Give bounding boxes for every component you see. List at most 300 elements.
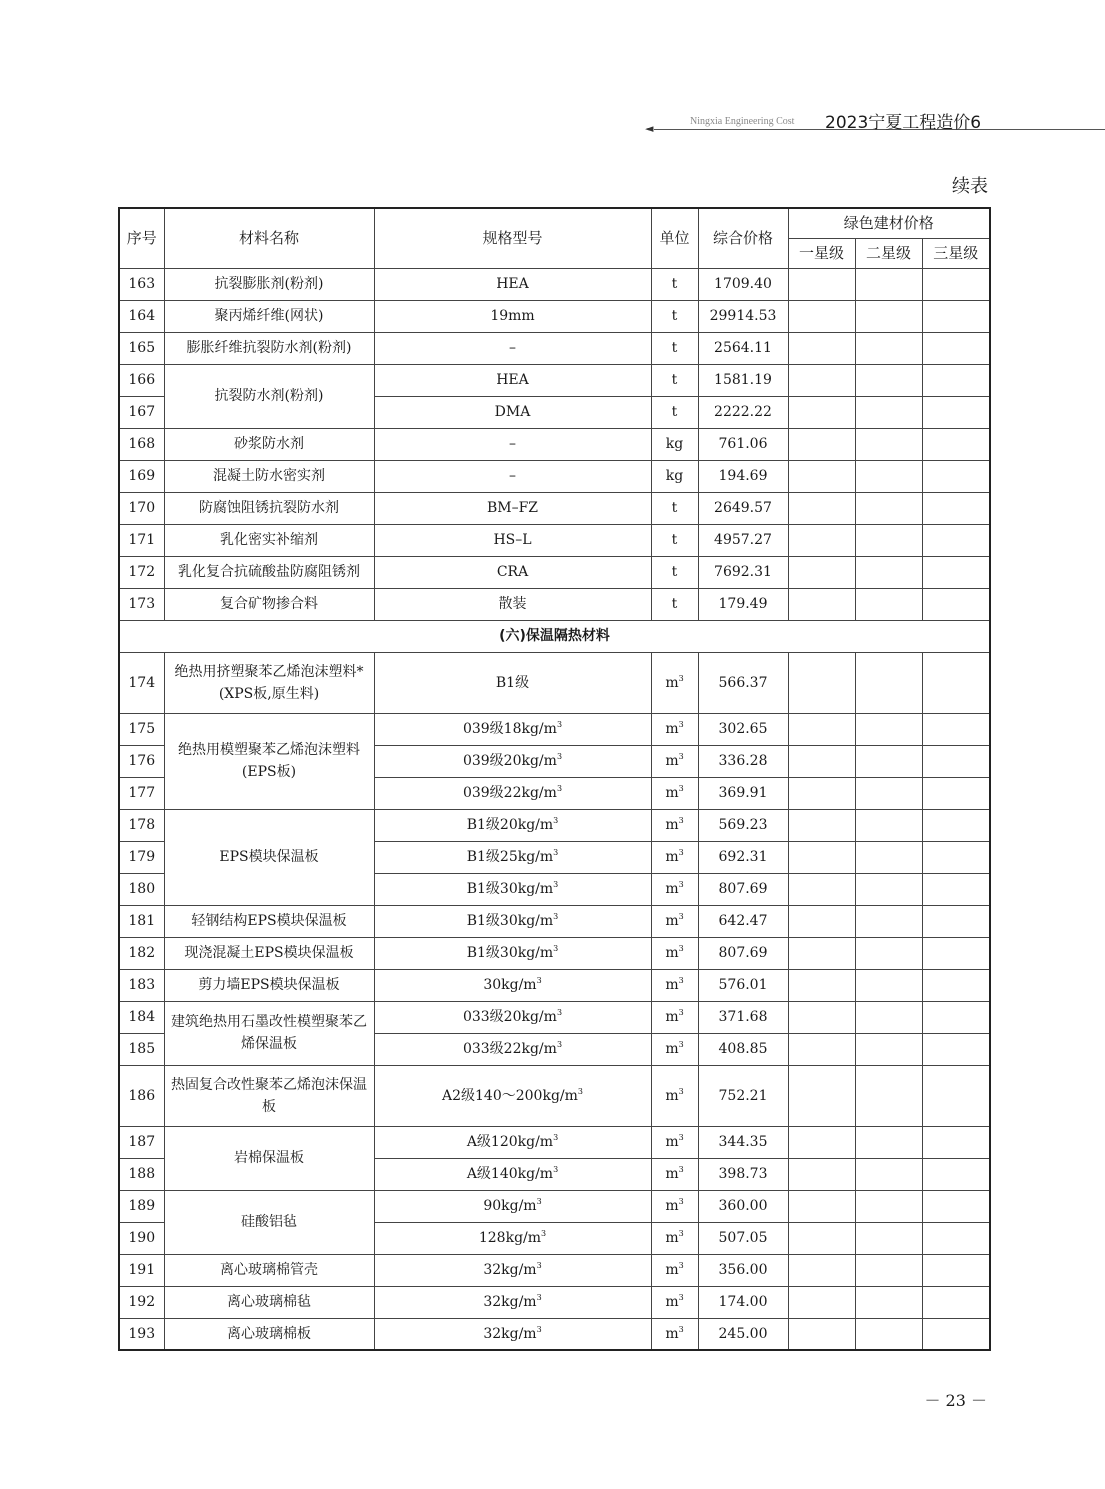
spec-text: 90kg/m (483, 1198, 537, 1214)
cell-no: 170 (119, 492, 164, 524)
cell-price: 302.65 (698, 713, 788, 745)
unit-exponent: 3 (678, 1324, 684, 1334)
cell-unit (651, 1222, 698, 1254)
cell-spec: – (374, 332, 651, 364)
cell-no: 187 (119, 1126, 164, 1158)
cell-star1 (788, 1065, 855, 1126)
cell-name: 现浇混凝土EPS模块保温板 (164, 937, 374, 969)
cell-star2 (855, 460, 922, 492)
cell-star3 (922, 937, 990, 969)
cell-star1 (788, 1158, 855, 1190)
unit-exponent: 3 (678, 848, 684, 857)
header-star1: 一星级 (788, 238, 855, 268)
spec-text: 30kg/m (483, 977, 537, 993)
header-spec: 规格型号 (374, 208, 651, 268)
cell-no: 193 (119, 1318, 164, 1350)
cell-no: 172 (119, 556, 164, 588)
spec-exponent: 3 (553, 1133, 559, 1142)
cell-no: 174 (119, 652, 164, 713)
cell-star2 (855, 745, 922, 777)
cell-star3 (922, 300, 990, 332)
cell-star3 (922, 1254, 990, 1286)
cell-star3 (922, 905, 990, 937)
table-row (119, 652, 990, 713)
unit-exponent: 3 (678, 1165, 684, 1174)
cell-name: 聚丙烯纤维(网状) (164, 300, 374, 332)
table-row (119, 428, 990, 460)
cell-no: 164 (119, 300, 164, 332)
cell-price: 1709.40 (698, 268, 788, 300)
cell-star2 (855, 1190, 922, 1222)
table-row (119, 969, 990, 1001)
cell-unit (651, 652, 698, 713)
cell-name: 离心玻璃棉板 (164, 1318, 374, 1350)
table-row (119, 588, 990, 620)
header-green-price: 绿色建材价格 (788, 208, 990, 238)
cell-star2 (855, 652, 922, 713)
cell-price: 507.05 (698, 1222, 788, 1254)
spec-text: B1级25kg/m (466, 849, 554, 865)
table-row (119, 1190, 990, 1222)
cell-star3 (922, 364, 990, 396)
cell-price: 807.69 (698, 937, 788, 969)
table-row (119, 1254, 990, 1286)
cell-star3 (922, 969, 990, 1001)
cell-spec (374, 1033, 651, 1065)
unit-text: m (665, 881, 679, 897)
cell-star1 (788, 556, 855, 588)
unit-exponent: 3 (678, 976, 684, 985)
cell-star2 (855, 1065, 922, 1126)
unit-text: m (665, 849, 679, 865)
spec-exponent: 3 (536, 1197, 542, 1206)
cell-price: 194.69 (698, 460, 788, 492)
cell-no: 188 (119, 1158, 164, 1190)
cell-star1 (788, 1222, 855, 1254)
header-chinese-title: 2023宁夏工程造价6 (825, 113, 982, 133)
cell-no: 191 (119, 1254, 164, 1286)
cell-star2 (855, 937, 922, 969)
cell-unit (651, 1318, 698, 1350)
spec-exponent: 3 (536, 1261, 542, 1270)
cell-star1 (788, 937, 855, 969)
cell-no: 179 (119, 841, 164, 873)
cell-price: 360.00 (698, 1190, 788, 1222)
cell-name: 硅酸铝毡 (164, 1190, 374, 1254)
table-row (119, 905, 990, 937)
unit-exponent: 3 (678, 1008, 684, 1017)
table-row (119, 1318, 990, 1350)
cell-no: 173 (119, 588, 164, 620)
spec-exponent: 3 (556, 1040, 563, 1049)
cell-star3 (922, 873, 990, 905)
cell-spec (374, 873, 651, 905)
cell-spec: 19mm (374, 300, 651, 332)
cell-star3 (922, 428, 990, 460)
cell-name: 防腐蚀阻锈抗裂防水剂 (164, 492, 374, 524)
spec-exponent: 3 (536, 976, 542, 985)
section-title: (六)保温隔热材料 (119, 620, 990, 652)
cell-unit: kg (651, 460, 698, 492)
cell-unit (651, 905, 698, 937)
cell-unit (651, 745, 698, 777)
unit-text: m (665, 1041, 679, 1057)
cell-spec (374, 777, 651, 809)
cell-star1 (788, 460, 855, 492)
cell-star3 (922, 652, 990, 713)
unit-exponent: 3 (678, 1086, 684, 1096)
spec-text: B1级30kg/m (466, 881, 554, 897)
cell-star3 (922, 588, 990, 620)
cell-price: 2649.57 (698, 492, 788, 524)
table-row (119, 268, 990, 300)
cell-spec (374, 1001, 651, 1033)
cell-star2 (855, 1254, 922, 1286)
spec-exponent: 3 (553, 1165, 559, 1174)
unit-text: m (665, 817, 679, 833)
spec-exponent: 3 (536, 1324, 542, 1334)
cell-star1 (788, 905, 855, 937)
cell-star3 (922, 841, 990, 873)
table-row (119, 1001, 990, 1033)
cell-name: 复合矿物掺合料 (164, 588, 374, 620)
cell-star2 (855, 1222, 922, 1254)
cell-star1 (788, 1190, 855, 1222)
cell-price: 642.47 (698, 905, 788, 937)
spec-text: A级120kg/m (466, 1134, 554, 1150)
cell-unit (651, 841, 698, 873)
unit-exponent: 3 (678, 912, 684, 921)
unit-text: m (665, 1325, 679, 1342)
cell-star1 (788, 524, 855, 556)
cell-star1 (788, 396, 855, 428)
cell-price: 576.01 (698, 969, 788, 1001)
cell-spec (374, 1190, 651, 1222)
cell-unit: t (651, 492, 698, 524)
table-row (119, 300, 990, 332)
cell-spec: HEA (374, 268, 651, 300)
spec-text: 128kg/m (478, 1230, 542, 1246)
cell-star3 (922, 460, 990, 492)
cell-unit: t (651, 556, 698, 588)
cell-star1 (788, 1254, 855, 1286)
cell-star3 (922, 268, 990, 300)
cell-name: 离心玻璃棉毡 (164, 1286, 374, 1318)
cell-no: 168 (119, 428, 164, 460)
cell-unit: t (651, 396, 698, 428)
cell-price: 369.91 (698, 777, 788, 809)
table-row (119, 556, 990, 588)
header-name: 材料名称 (164, 208, 374, 268)
cell-no: 166 (119, 364, 164, 396)
cell-unit (651, 1033, 698, 1065)
table-row (119, 809, 990, 841)
cell-spec: – (374, 460, 651, 492)
cell-price: 692.31 (698, 841, 788, 873)
spec-text: A2级140～200kg/m (442, 1087, 578, 1104)
table-row (119, 1126, 990, 1158)
cell-no: 182 (119, 937, 164, 969)
cell-price: 174.00 (698, 1286, 788, 1318)
cell-name: 绝热用挤塑聚苯乙烯泡沫塑料*(XPS板,原生料) (164, 652, 374, 713)
cell-unit: t (651, 364, 698, 396)
cell-name: 混凝土防水密实剂 (164, 460, 374, 492)
unit-exponent: 3 (678, 880, 684, 889)
spec-text: 039级20kg/m (462, 753, 557, 769)
unit-text: m (665, 785, 679, 801)
cell-no: 180 (119, 873, 164, 905)
cell-no: 171 (119, 524, 164, 556)
cell-star3 (922, 332, 990, 364)
unit-exponent: 3 (678, 784, 684, 793)
cell-star3 (922, 1033, 990, 1065)
spec-exponent: 3 (553, 880, 559, 889)
unit-text: m (665, 1009, 679, 1025)
cell-star3 (922, 745, 990, 777)
cell-price: 29914.53 (698, 300, 788, 332)
cell-name: EPS模块保温板 (164, 809, 374, 905)
cell-star1 (788, 1318, 855, 1350)
spec-text: 32kg/m (483, 1262, 537, 1278)
unit-exponent: 3 (678, 1293, 684, 1302)
running-header (640, 108, 1105, 138)
cell-spec (374, 905, 651, 937)
cell-spec (374, 1158, 651, 1190)
cell-spec: CRA (374, 556, 651, 588)
unit-text: m (665, 1230, 679, 1246)
cell-star1 (788, 873, 855, 905)
cell-no: 167 (119, 396, 164, 428)
cell-unit: t (651, 268, 698, 300)
cell-spec: B1级 (374, 652, 651, 713)
cell-spec (374, 1286, 651, 1318)
cell-price: 371.68 (698, 1001, 788, 1033)
cell-spec: 散装 (374, 588, 651, 620)
unit-text: m (665, 753, 679, 769)
cell-star2 (855, 1001, 922, 1033)
unit-text: m (665, 1166, 679, 1182)
cell-star3 (922, 492, 990, 524)
cell-name: 乳化复合抗硫酸盐防腐阻锈剂 (164, 556, 374, 588)
material-price-table (118, 207, 991, 1351)
cell-star3 (922, 1318, 990, 1350)
cell-name: 绝热用模塑聚苯乙烯泡沫塑料(EPS板) (164, 713, 374, 809)
cell-star1 (788, 841, 855, 873)
cell-star2 (855, 1158, 922, 1190)
cell-price: 566.37 (698, 652, 788, 713)
cell-star1 (788, 588, 855, 620)
cell-spec (374, 809, 651, 841)
cell-unit (651, 1158, 698, 1190)
spec-text: 033级22kg/m (462, 1041, 557, 1057)
cell-star2 (855, 1318, 922, 1350)
spec-text: A级140kg/m (466, 1166, 554, 1182)
cell-unit (651, 809, 698, 841)
cell-star2 (855, 556, 922, 588)
continued-label: 续表 (952, 176, 988, 197)
cell-price: 807.69 (698, 873, 788, 905)
cell-star1 (788, 332, 855, 364)
cell-spec (374, 1065, 651, 1126)
cell-star3 (922, 1286, 990, 1318)
unit-exponent: 3 (678, 1197, 684, 1206)
cell-unit (651, 1254, 698, 1286)
cell-price: 408.85 (698, 1033, 788, 1065)
cell-no: 163 (119, 268, 164, 300)
cell-unit (651, 969, 698, 1001)
cell-star1 (788, 1033, 855, 1065)
spec-text: B1级30kg/m (466, 945, 554, 961)
cell-price: 179.49 (698, 588, 788, 620)
cell-star2 (855, 1033, 922, 1065)
cell-spec (374, 937, 651, 969)
cell-star1 (788, 713, 855, 745)
cell-no: 190 (119, 1222, 164, 1254)
cell-star1 (788, 1126, 855, 1158)
cell-name: 砂浆防水剂 (164, 428, 374, 460)
cell-star2 (855, 268, 922, 300)
table-row (119, 332, 990, 364)
cell-no: 181 (119, 905, 164, 937)
unit-exponent: 3 (678, 816, 684, 825)
cell-price: 761.06 (698, 428, 788, 460)
cell-spec (374, 841, 651, 873)
cell-star2 (855, 1126, 922, 1158)
cell-star2 (855, 524, 922, 556)
cell-price: 2222.22 (698, 396, 788, 428)
cell-no: 183 (119, 969, 164, 1001)
header-star3: 三星级 (922, 238, 990, 268)
unit-exponent: 3 (678, 1133, 684, 1142)
unit-text: m (665, 1087, 679, 1104)
cell-spec: HEA (374, 364, 651, 396)
cell-name: 轻钢结构EPS模块保温板 (164, 905, 374, 937)
cell-unit: t (651, 300, 698, 332)
cell-name: 抗裂防水剂(粉剂) (164, 364, 374, 428)
cell-no: 165 (119, 332, 164, 364)
spec-text: 039级22kg/m (462, 785, 557, 801)
cell-star2 (855, 492, 922, 524)
unit-text: m (665, 674, 679, 691)
header-no: 序号 (119, 208, 164, 268)
cell-spec: BM–FZ (374, 492, 651, 524)
unit-exponent: 3 (678, 944, 684, 953)
table-row (119, 492, 990, 524)
header-unit: 单位 (651, 208, 698, 268)
unit-text: m (665, 721, 679, 737)
cell-star2 (855, 969, 922, 1001)
spec-text: 033级20kg/m (462, 1009, 557, 1025)
cell-price: 245.00 (698, 1318, 788, 1350)
cell-name: 剪力墙EPS模块保温板 (164, 969, 374, 1001)
unit-exponent: 3 (678, 1261, 684, 1270)
cell-no: 178 (119, 809, 164, 841)
spec-text: B1级20kg/m (466, 817, 554, 833)
cell-price: 569.23 (698, 809, 788, 841)
spec-text: B1级30kg/m (466, 913, 554, 929)
cell-star3 (922, 809, 990, 841)
cell-price: 398.73 (698, 1158, 788, 1190)
cell-star1 (788, 652, 855, 713)
unit-exponent: 3 (678, 1040, 684, 1049)
header-row (119, 208, 990, 238)
cell-name: 热固复合改性聚苯乙烯泡沫保温板 (164, 1065, 374, 1126)
cell-star1 (788, 492, 855, 524)
cell-star1 (788, 428, 855, 460)
cell-price: 356.00 (698, 1254, 788, 1286)
cell-star2 (855, 300, 922, 332)
cell-star2 (855, 396, 922, 428)
cell-star3 (922, 1126, 990, 1158)
cell-unit (651, 1065, 698, 1126)
cell-star3 (922, 556, 990, 588)
cell-spec (374, 1318, 651, 1350)
cell-star3 (922, 396, 990, 428)
cell-star2 (855, 428, 922, 460)
cell-price: 336.28 (698, 745, 788, 777)
unit-exponent: 3 (678, 1229, 684, 1238)
cell-unit (651, 713, 698, 745)
table-row (119, 937, 990, 969)
cell-star1 (788, 969, 855, 1001)
cell-star3 (922, 1065, 990, 1126)
unit-exponent: 3 (678, 673, 684, 683)
cell-unit (651, 777, 698, 809)
cell-star3 (922, 1190, 990, 1222)
table-row (119, 364, 990, 396)
table-row (119, 1286, 990, 1318)
cell-spec: HS–L (374, 524, 651, 556)
cell-spec: DMA (374, 396, 651, 428)
cell-star2 (855, 713, 922, 745)
section-row (119, 620, 990, 652)
unit-text: m (665, 1262, 679, 1278)
cell-unit: t (651, 332, 698, 364)
cell-no: 177 (119, 777, 164, 809)
cell-unit (651, 1001, 698, 1033)
cell-unit (651, 873, 698, 905)
unit-text: m (665, 1294, 679, 1310)
cell-name: 膨胀纤维抗裂防水剂(粉剂) (164, 332, 374, 364)
table-row (119, 713, 990, 745)
cell-name: 岩棉保温板 (164, 1126, 374, 1190)
cell-unit (651, 1286, 698, 1318)
spec-text: 039级18kg/m (462, 721, 557, 737)
page-number: － 23 － (924, 1391, 987, 1410)
unit-exponent: 3 (678, 720, 684, 729)
cell-star1 (788, 268, 855, 300)
spec-exponent: 3 (536, 1293, 542, 1302)
cell-price: 1581.19 (698, 364, 788, 396)
header-english-title: Ningxia Engineering Cost (690, 116, 795, 127)
unit-text: m (665, 1198, 679, 1214)
cell-star2 (855, 905, 922, 937)
table-row (119, 460, 990, 492)
spec-exponent: 3 (541, 1229, 547, 1238)
cell-star2 (855, 841, 922, 873)
cell-star1 (788, 364, 855, 396)
cell-star1 (788, 777, 855, 809)
spec-text: 32kg/m (483, 1294, 537, 1310)
cell-star1 (788, 745, 855, 777)
spec-exponent: 3 (577, 1086, 583, 1096)
cell-star3 (922, 524, 990, 556)
arrow-left-icon: ◄ (645, 122, 654, 135)
cell-unit: kg (651, 428, 698, 460)
cell-star2 (855, 809, 922, 841)
cell-name: 离心玻璃棉管壳 (164, 1254, 374, 1286)
cell-star1 (788, 1001, 855, 1033)
